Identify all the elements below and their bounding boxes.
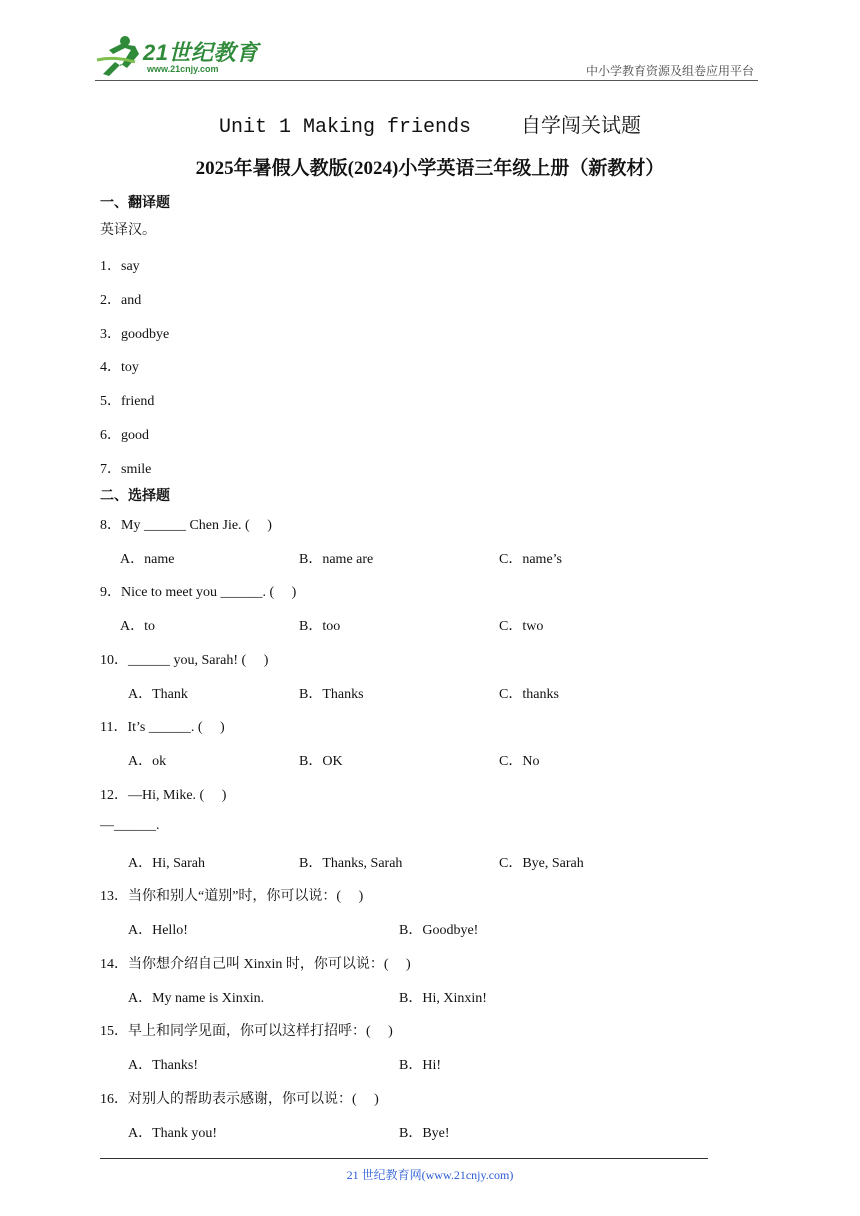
question-stem-reply: —______. bbox=[100, 818, 160, 833]
page-title bbox=[0, 109, 860, 139]
option-a[interactable]: A．ok bbox=[128, 754, 167, 769]
option-b[interactable]: B．Goodbye! bbox=[399, 923, 479, 938]
footer-divider bbox=[100, 1158, 708, 1159]
option-b[interactable]: B．Bye! bbox=[399, 1126, 450, 1141]
option-c[interactable]: C．name’s bbox=[499, 552, 562, 567]
footer-link[interactable]: 21 世纪教育网(www.21cnjy.com) bbox=[346, 1168, 514, 1182]
option-a[interactable]: A．to bbox=[120, 619, 155, 634]
list-item: 4．toy bbox=[100, 360, 139, 375]
question-stem: 16．对别人的帮助表示感谢，你可以说：( ) bbox=[100, 1092, 379, 1107]
page-subtitle: 2025年暑假人教版(2024)小学英语三年级上册（新教材） bbox=[195, 158, 665, 179]
list-item: 7．smile bbox=[100, 462, 152, 477]
logo bbox=[95, 34, 265, 78]
option-b[interactable]: B．Hi! bbox=[399, 1058, 441, 1073]
option-a[interactable]: A．Hi, Sarah bbox=[128, 856, 205, 871]
question-stem: 12．—Hi, Mike. ( ) bbox=[100, 788, 227, 803]
option-a[interactable]: A．Thanks! bbox=[128, 1058, 198, 1073]
header-divider bbox=[95, 80, 758, 81]
list-item: 5．friend bbox=[100, 394, 155, 409]
logo-url: www.21cnjy.com bbox=[147, 64, 219, 74]
title-unit: Unit 1 Making friends bbox=[218, 116, 472, 139]
title-cn: 自学闯关试题 bbox=[521, 115, 642, 137]
question-stem: 10．______ you, Sarah! ( ) bbox=[100, 653, 269, 668]
option-b[interactable]: B．Hi, Xinxin! bbox=[399, 991, 487, 1006]
logo-text: 21世纪教育 bbox=[143, 40, 259, 65]
question-stem: 9．Nice to meet you ______. ( ) bbox=[100, 585, 297, 600]
section-heading-translation: 一、翻译题 bbox=[100, 196, 170, 211]
option-c[interactable]: C．thanks bbox=[499, 687, 559, 702]
option-a[interactable]: A．Hello! bbox=[128, 923, 188, 938]
instruction-text: 英译汉。 bbox=[100, 223, 156, 238]
option-a[interactable]: A．name bbox=[120, 552, 175, 567]
runner-logo-icon bbox=[95, 34, 143, 78]
option-b[interactable]: B．too bbox=[299, 619, 341, 634]
question-stem: 8．My ______ Chen Jie. ( ) bbox=[100, 518, 272, 533]
list-item: 6．good bbox=[100, 428, 149, 443]
question-stem: 13．当你和别人“道别”时，你可以说：( ) bbox=[100, 889, 364, 904]
list-item: 3．goodbye bbox=[100, 327, 170, 342]
option-b[interactable]: B．Thanks bbox=[299, 687, 364, 702]
option-b[interactable]: B．name are bbox=[299, 552, 374, 567]
option-c[interactable]: C．No bbox=[499, 754, 540, 769]
question-stem: 14．当你想介绍自己叫 Xinxin 时，你可以说：( ) bbox=[100, 957, 411, 972]
option-a[interactable]: A．My name is Xinxin. bbox=[128, 991, 265, 1006]
question-stem: 15．早上和同学见面，你可以这样打招呼：( ) bbox=[100, 1024, 393, 1039]
option-c[interactable]: C．Bye, Sarah bbox=[499, 856, 584, 871]
section-heading-choice: 二、选择题 bbox=[100, 489, 170, 504]
list-item: 2．and bbox=[100, 293, 142, 308]
header-platform-text: 中小学教育资源及组卷应用平台 bbox=[585, 64, 754, 78]
option-b[interactable]: B．Thanks, Sarah bbox=[299, 856, 403, 871]
question-stem: 11．It’s ______. ( ) bbox=[100, 720, 225, 735]
list-item: 1．say bbox=[100, 259, 140, 274]
option-c[interactable]: C．two bbox=[499, 619, 544, 634]
option-b[interactable]: B．OK bbox=[299, 754, 343, 769]
option-a[interactable]: A．Thank you! bbox=[128, 1126, 218, 1141]
option-a[interactable]: A．Thank bbox=[128, 687, 188, 702]
